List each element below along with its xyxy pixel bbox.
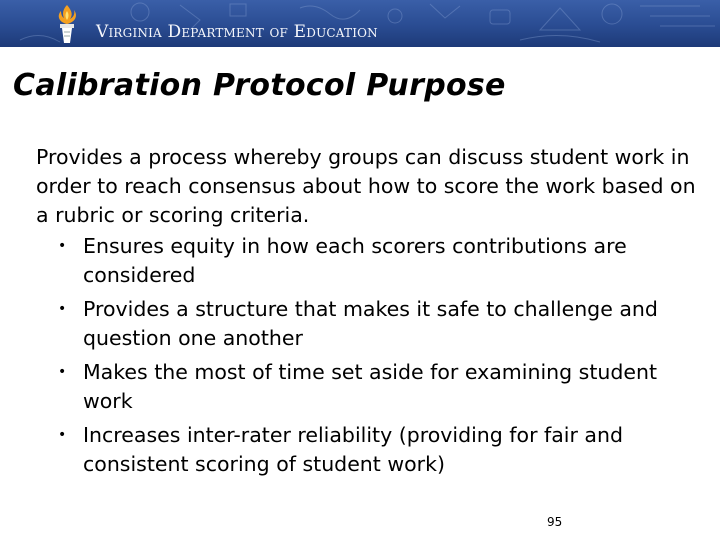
bullet-item	[58, 421, 698, 479]
bullet-text: Ensures equity in how each scorers contributions are considered	[83, 234, 627, 287]
torch-icon	[52, 3, 82, 45]
bullet-icon: •	[58, 238, 67, 254]
slide-title: Calibration Protocol Purpose	[13, 68, 506, 103]
bullet-item	[58, 358, 698, 416]
bullet-icon: •	[58, 427, 67, 443]
bullet-text: Makes the most of time set aside for examining student work	[83, 360, 658, 413]
intro-paragraph: Provides a process whereby groups can discuss student work in order to reach consensus about how to score the work based on a rubric or scoring criteria.	[36, 145, 696, 227]
banner-title: Virginia Department of Education	[96, 22, 378, 42]
bullet-text: Increases inter-rater reliability (providing for fair and consistent scoring of student work)	[83, 423, 623, 476]
bullet-icon: •	[58, 364, 67, 380]
page-number: 95	[547, 515, 563, 529]
bullet-item	[58, 232, 698, 290]
header-banner	[0, 0, 720, 47]
bullet-text: Provides a structure that makes it safe to challenge and question one another	[83, 297, 658, 350]
bullet-item	[58, 295, 698, 353]
bullet-list	[58, 232, 698, 484]
bullet-icon: •	[58, 301, 67, 317]
